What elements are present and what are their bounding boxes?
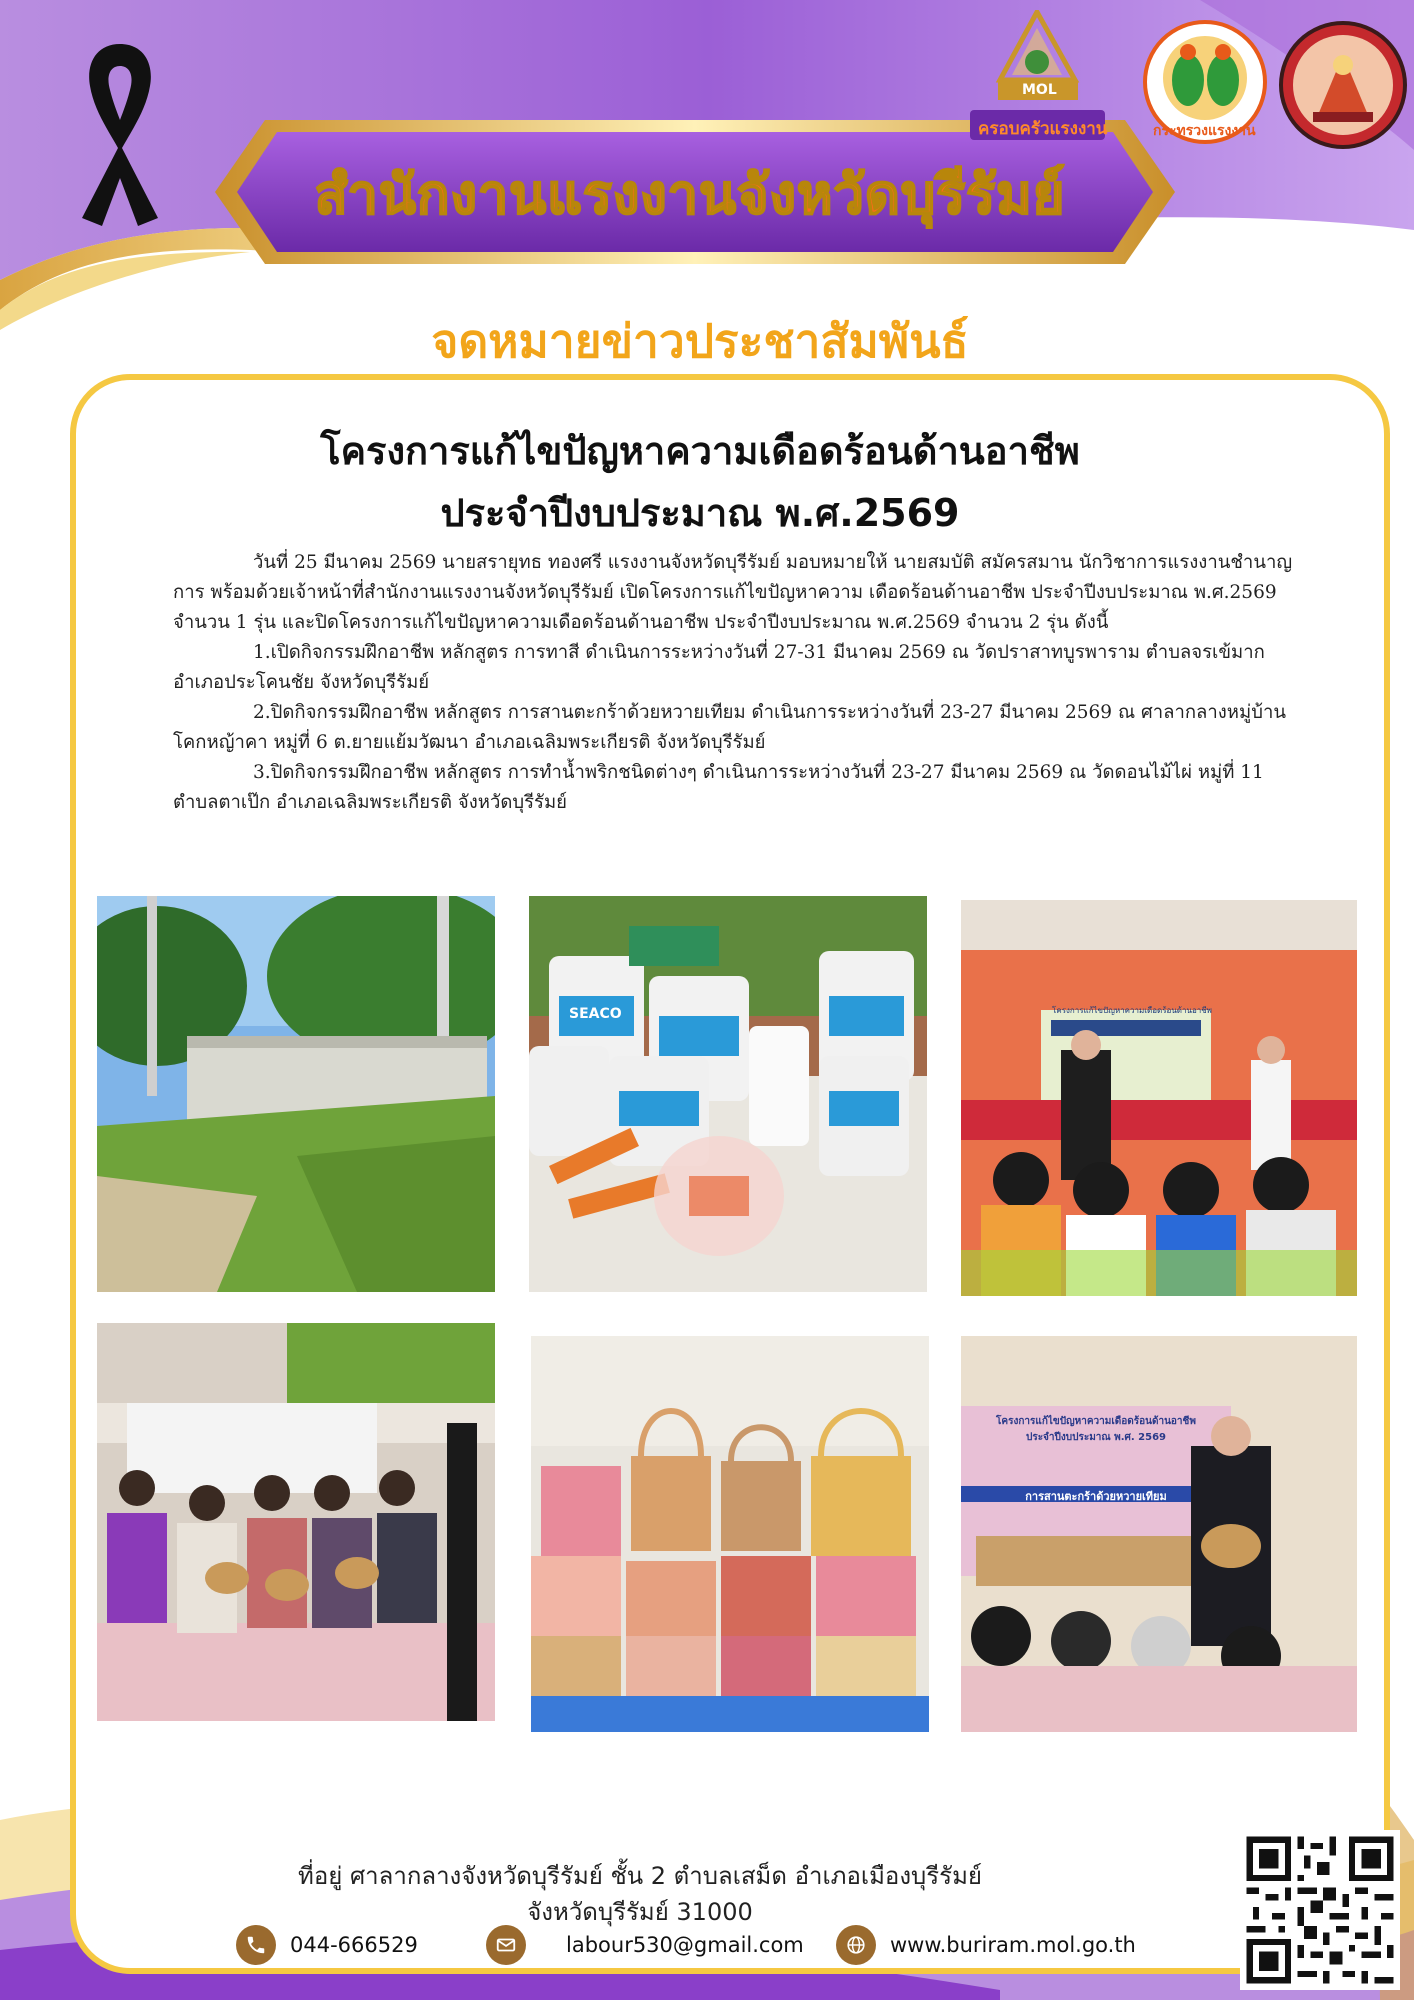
contact-email[interactable]	[486, 1924, 804, 1966]
mol-logo	[960, 10, 1115, 145]
photo-woven-baskets	[531, 1336, 929, 1732]
mol-logo-text: MOL	[1022, 82, 1057, 98]
contact-website[interactable]	[836, 1924, 1136, 1966]
phone-number: 044-666529	[290, 1933, 418, 1957]
globe-icon	[836, 1925, 876, 1965]
phone-icon	[236, 1925, 276, 1965]
headline-line-2: ประจำปีงบประมาณ พ.ศ.2569	[440, 491, 960, 535]
photo-chili-paste-training	[961, 900, 1357, 1296]
photo-temple-wall	[97, 896, 495, 1292]
website-url: www.buriram.mol.go.th	[890, 1933, 1136, 1957]
newsletter-subtitle: จดหมายข่าวประชาสัมพันธ์	[431, 314, 969, 368]
ministry-logo-caption: กระทรวงแรงงาน	[1153, 123, 1256, 139]
paragraph-intro: วันที่ 25 มีนาคม 2569 นายสรายุทธ ทองศรี แรงงานจังหวัดบุรีรัมย์ มอบหมายให้ นายสมบัติ สมัครสมาน นักวิชาการแรงงานชำนาญการ พร้อมด้วยเจ้าหน้าที่สำนักงานแรงงานจังหวัดบุรีรัมย์ เปิดโครงการแก้ไขปัญหาความ เดือดร้อนด้านอาชีพ ประจำปีงบประมาณ พ.ศ.2569 จำนวน 1 รุ่น และปิดโครงการแก้ไขปัญหาความเดือดร้อนด้านอาชีพ ประจำปีงบประมาณ พ.ศ.2569 จำนวน 2 รุ่น ดังนี้	[173, 552, 1293, 633]
address-line-1: ที่อยู่ ศาลากลางจังหวัดบุรีรัมย์ ชั้น 2 ตำบลเสม็ด อำเภอเมืองบุรีรัมย์	[298, 1862, 982, 1890]
address-line-2: จังหวัดบุรีรัมย์ 31000	[527, 1898, 753, 1926]
article-body	[173, 548, 1293, 818]
photo6-banner-line-2: ประจำปีงบประมาณ พ.ศ. 2569	[1025, 1432, 1167, 1443]
qr-code[interactable]	[1240, 1830, 1400, 1990]
buriram-province-seal	[1278, 20, 1408, 150]
email-address: labour530@gmail.com	[566, 1933, 804, 1957]
mourning-ribbon-icon	[68, 38, 172, 228]
mol-logo-caption: ครอบครัวแรงงาน	[978, 119, 1108, 139]
bucket-brand-label: SEACO	[569, 1006, 622, 1022]
email-icon	[486, 1925, 526, 1965]
photo6-banner-line-1: โครงการแก้ไขปัญหาความเดือดร้อนด้านอาชีพ	[996, 1416, 1196, 1427]
paragraph-item-1: 1.เปิดกิจกรรมฝึกอาชีพ หลักสูตร การทาสี ดำเนินการระหว่างวันที่ 27-31 มีนาคม 2569 ณ วัดปราสาทบูรพาราม ตำบลจรเข้มาก อำเภอประโคนชัย จังหวัดบุรีรัมย์	[173, 642, 1265, 693]
headline-line-1: โครงการแก้ไขปัญหาความเดือดร้อนด้านอาชีพ	[320, 429, 1080, 473]
photo3-banner-text: โครงการแก้ไขปัญหาความเดือดร้อนด้านอาชีพ	[1052, 1006, 1212, 1015]
office-title: สำนักงานแรงงานจังหวัดบุรีรัมย์	[314, 163, 1066, 226]
paragraph-item-3: 3.ปิดกิจกรรมฝึกอาชีพ หลักสูตร การทำน้ำพริกชนิดต่างๆ ดำเนินการระหว่างวันที่ 23-27 มีนาคม 2569 ณ วัดดอนไม้ไผ่ หมู่ที่ 11 ตำบลตาเป๊ก อำเภอเฉลิมพระเกียรติ จังหวัดบุรีรัมย์	[173, 762, 1264, 813]
photo-villagers-with-baskets	[97, 1323, 495, 1721]
ministry-of-labour-logo	[1143, 20, 1268, 145]
paragraph-item-2: 2.ปิดกิจกรรมฝึกอาชีพ หลักสูตร การสานตะกร้าด้วยหวายเทียม ดำเนินการระหว่างวันที่ 23-27 มีนาคม 2569 ณ ศาลากลางหมู่บ้านโคกหญ้าคา หมู่ที่ 6 ต.ยายแย้มวัฒนา อำเภอเฉลิมพระเกียรติ จังหวัดบุรีรัมย์	[173, 702, 1286, 753]
photo6-banner-line-3: การสานตะกร้าด้วยหวายเทียม	[1025, 1490, 1167, 1503]
photo-basket-workshop-presenter	[961, 1336, 1357, 1732]
contact-phone[interactable]	[236, 1924, 418, 1966]
photo-paint-supplies	[529, 896, 927, 1292]
